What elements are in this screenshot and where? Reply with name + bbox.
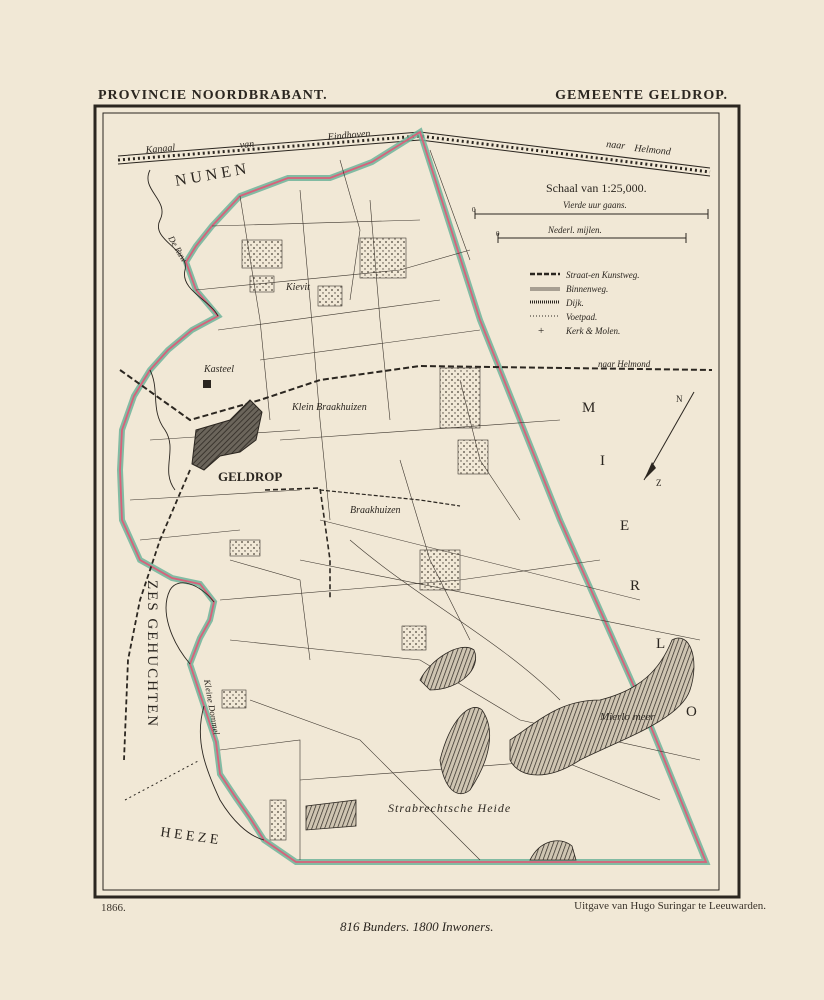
scale-tick-b: 0 xyxy=(496,230,500,238)
rivers xyxy=(148,170,264,840)
scale-line1-label: Vierde uur gaans. xyxy=(563,200,627,210)
south-label: Z xyxy=(656,478,662,488)
canal-word-1: Kanaal xyxy=(145,142,176,156)
stats-label: 816 Bunders. 1800 Inwoners. xyxy=(340,919,494,934)
year-label: 1866. xyxy=(101,902,126,914)
mierlo-letter-3: E xyxy=(620,518,630,534)
geldrop-town xyxy=(192,380,262,470)
legend-label-kerk-molen: Kerk & Molen. xyxy=(566,326,621,336)
legend-label-kunstweg: Straat-en Kunstweg. xyxy=(566,270,640,280)
region-zes-gehuchten: ZES GEHUCHTEN xyxy=(144,580,160,729)
region-nunen: N U N E N xyxy=(173,160,248,190)
label-klein-braakhuizen: Klein Braakhuizen xyxy=(292,402,367,413)
region-heeze: H E E Z E xyxy=(159,825,220,849)
legend-label-voetpad: Voetpad. xyxy=(566,312,598,322)
outer-frame xyxy=(95,106,739,897)
canal-word-3: Eindhoven xyxy=(327,128,371,143)
municipality-title: GEMEENTE GELDROP. xyxy=(555,88,728,103)
legend-label-dijk: Dijk. xyxy=(566,298,584,308)
canal-word-4: naar xyxy=(605,139,626,152)
label-mierlo-meer: Mierlo meer xyxy=(600,711,655,723)
publisher-label: Uitgave van Hugo Suringar te Leeuwarden. xyxy=(574,900,766,912)
mierlo-letter-2: I xyxy=(600,453,605,469)
mierlo-letter-5: L xyxy=(656,636,666,652)
marsh-areas xyxy=(306,638,694,860)
legend-label-binnenweg: Binnenweg. xyxy=(566,284,609,294)
label-kievit: Kievit xyxy=(286,282,310,293)
label-rail-helmond: naar Helmond xyxy=(598,359,651,369)
mierlo-letter-4: R xyxy=(630,578,641,594)
legend-symbols xyxy=(530,274,560,337)
label-braakhuizen: Braakhuizen xyxy=(350,505,401,516)
north-arrow xyxy=(644,392,694,480)
north-label: N xyxy=(676,394,683,404)
mierlo-letter-1: M xyxy=(582,400,596,416)
legend-symbol-kerk: + xyxy=(538,325,545,337)
label-kleine-dommel: Kleine Dommel xyxy=(202,678,222,736)
province-title: PROVINCIE NOORDBRABANT. xyxy=(98,88,328,103)
scale-line2-label: Nederl. mijlen. xyxy=(548,225,602,235)
municipality-boundary xyxy=(120,132,706,862)
scale-title: Schaal van 1:25,000. xyxy=(546,181,647,195)
canal-word-2: van xyxy=(239,138,255,151)
label-de-ruw: De Ruw xyxy=(166,234,190,264)
canal-word-5: Helmond xyxy=(633,143,672,158)
mierlo-letter-6: O xyxy=(686,704,697,720)
label-kasteel: Kasteel xyxy=(204,364,234,375)
inner-frame xyxy=(103,113,719,890)
label-geldrop: GELDROP xyxy=(218,469,283,484)
scale-tick-a: 0 xyxy=(472,206,476,214)
label-strabrechtsche-heide: Strabrechtsche Heide xyxy=(388,801,512,815)
